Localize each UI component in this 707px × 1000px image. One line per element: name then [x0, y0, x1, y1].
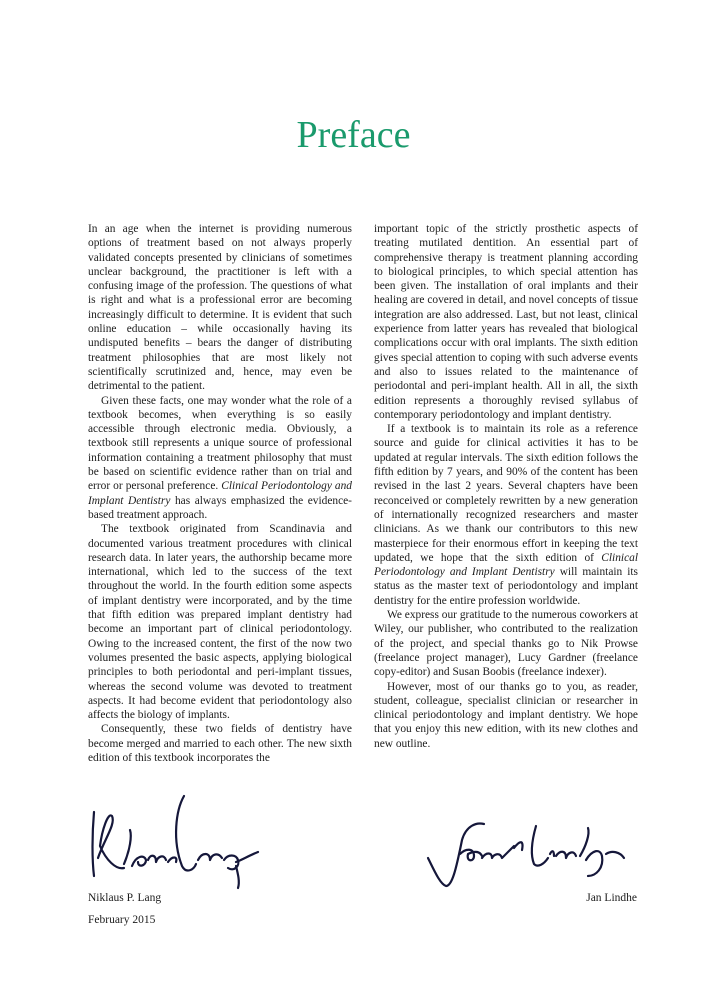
- signature-niklaus-lang: [86, 790, 264, 890]
- paragraph: We express our gratitude to the numerous coworkers at Wiley, our publisher, who contributed to the realization of the project, and special thanks go to Nik Prowse (freelance project manager), Lucy Gardner (freelance copy-editor) and Susan Boobis (freelance indexer).: [374, 609, 638, 679]
- book-title: Clinical Periodontology and Implant Dentistry: [88, 480, 352, 507]
- paragraph: However, most of our thanks go to you, as reader, student, colleague, specialist clinician or researcher in clinical periodontology and implant dentistry. We hope that you enjoy this new edition, with its new clothes and new outline.: [374, 680, 638, 750]
- paragraph: If a textbook is to maintain its role as a reference source and guide for clinical activities it has to be updated at regular intervals. The sixth edition follows the fifth edition by 7 years, and 90% of the content has been revised in the last 2 years. Several chapters have been reconceived or completely rewritten by a new generation of internationally recognized researchers and master clinicians. As we thank our contributors to this new masterpiece for their enormous effort in keeping the text updated, we hope that the sixth edition of Clinical Periodontology and Implant Dentistry will maintain its status as the master text of periodontology and implant dentistry for the entire profession worldwide.: [374, 423, 638, 607]
- page-title: Preface: [296, 114, 411, 156]
- signatory-name-right: Jan Lindhe: [586, 892, 637, 904]
- right-column: [374, 222, 638, 765]
- paragraph: Given these facts, one may wonder what the role of a textbook becomes, when everything is so easily accessible through electronic media. Obviously, a textbook still represents a unique source of professional information containing a treatment philosophy that must be based on scientific evidence rather than on trial and error or personal preference. Clinical Periodontology and Implant Dentistry has always emphasized the evidence-based treatment approach.: [88, 394, 352, 521]
- body-text: [88, 222, 638, 765]
- paragraph: In an age when the internet is providing numerous options of treatment based on not always properly validated concepts presented by clinicians of sometimes unclear background, the practitioner is left with a confusing image of the profession. The questions of what is right and what is a professional error are becoming increasingly difficult to determine. It is evident that such online education – while occasionally having its undisputed benefits – bears the danger of distributing treatment philosophies that are most likely not scientifically scrutinized and, hence, may even be detrimental to the patient.: [88, 223, 352, 393]
- paragraph: important topic of the strictly prosthetic aspects of treating mutilated dentition. An essential part of comprehensive therapy is treatment planning according to biological principles, to which special attention has been given. The installation of oral implants and their healing are covered in detail, and novel concepts of tissue integration are also addressed. Last, but not least, clinical experience from latter years has revealed that biological complications occur with oral implants. The sixth edition gives special attention to coping with such adverse events and also to issues related to the maintenance of periodontal and peri-implant health. All in all, the sixth edition represents a thoroughly revised syllabus of contemporary periodontology and implant dentistry.: [374, 223, 638, 421]
- signature-jan-lindhe: [420, 810, 640, 892]
- paragraph: Consequently, these two fields of dentistry have become merged and married to each other. The new sixth edition of this textbook incorporates the: [88, 723, 352, 764]
- left-column: [88, 222, 352, 765]
- book-title: Clinical Periodontology and Implant Dentistry: [374, 551, 638, 579]
- paragraph: The textbook originated from Scandinavia and documented various treatment procedures with clinical research data. In later years, the authorship became more international, which led to the success of the text throughout the world. In the fourth edition some aspects of implant dentistry were incorporated, and by the time that fifth edition was prepared implant dentistry had become an important part of clinical periodontology. Owing to the increased content, the first of the now two volumes presented the basic aspects, applying biological principles to both periodontal and peri-implant tissues, whereas the second volume was devoted to treatment aspects. It had become evident that periodontology also affects the biology of implants.: [88, 523, 352, 722]
- signatory-name-left: Niklaus P. Lang: [88, 892, 162, 904]
- signature-date: February 2015: [88, 914, 156, 926]
